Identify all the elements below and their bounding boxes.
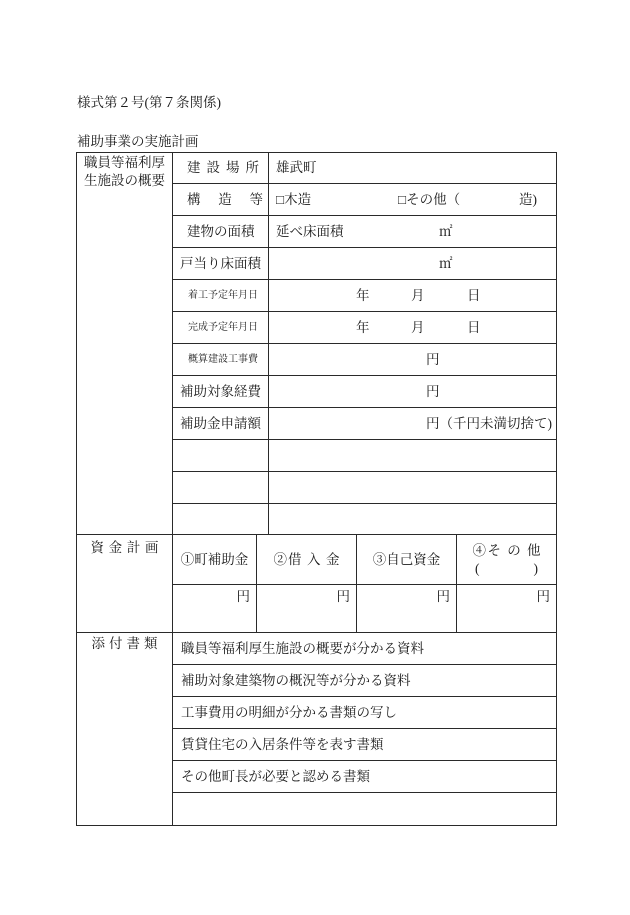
table-row — [77, 633, 557, 665]
funding-header-other-sub: ( ) — [475, 560, 538, 576]
site-value: 雄武町 — [276, 160, 317, 175]
attachment-item: その他町長が必要と認める書類 — [173, 761, 557, 793]
grant-request-value-cell — [269, 408, 557, 440]
funding-amount-own-funds: 円 — [357, 585, 457, 633]
funding-group-cell — [77, 535, 173, 633]
funding-header-cell — [257, 535, 357, 585]
completion-date-label-cell — [173, 312, 269, 344]
eligible-cost-value-cell — [269, 376, 557, 408]
completion-date-value-cell — [269, 312, 557, 344]
form-number: 様式第２号(第７条関係) — [77, 95, 221, 110]
structure-other-suffix: 造) — [519, 191, 537, 207]
start-date-label-cell — [173, 280, 269, 312]
est-cost-label: 概算建設工事費 — [188, 353, 258, 365]
funding-amount-loan: 円 — [257, 585, 357, 633]
site-label: 建 設 場 所 — [187, 160, 259, 175]
attachments-table — [76, 632, 557, 826]
funding-header-town-grant: ①町補助金 — [180, 551, 249, 567]
floor-area-value-label: 延べ床面積 — [276, 223, 344, 239]
completion-date-year: 年 — [356, 319, 370, 335]
structure-value-cell — [269, 184, 557, 216]
start-date-year: 年 — [356, 287, 370, 303]
attachment-item-empty — [173, 793, 557, 826]
start-date-label: 着工予定年月日 — [188, 289, 258, 301]
grant-request-unit: 円（千円未満切捨て) — [426, 415, 552, 431]
floor-area-value-cell — [269, 216, 557, 248]
site-value-cell — [269, 153, 557, 184]
attachments-label: 添 付 書 類 — [91, 636, 158, 651]
unit-area-label: 戸当り床面積 — [180, 255, 261, 271]
funding-table — [76, 534, 557, 633]
funding-header-own-funds: ③自己資金 — [372, 551, 441, 567]
structure-option-wood: □木造 — [276, 191, 312, 207]
est-cost-label-cell — [173, 344, 269, 376]
floor-area-unit: ㎡ — [439, 223, 453, 239]
start-date-month: 月 — [411, 287, 425, 303]
funding-amount-town-grant: 円 — [173, 585, 257, 633]
attachment-item: 職員等福利厚生施設の概要が分かる資料 — [173, 633, 557, 665]
empty-label-cell — [173, 504, 269, 535]
structure-label-cell — [173, 184, 269, 216]
funding-header-cell — [173, 535, 257, 585]
funding-header-loan: ②借 入 金 — [273, 551, 340, 567]
overview-table — [76, 152, 557, 535]
floor-area-label-cell — [173, 216, 269, 248]
unit-area-unit: ㎡ — [439, 255, 453, 271]
table-row — [77, 153, 557, 184]
attachment-item: 補助対象建築物の概況等が分かる資料 — [173, 665, 557, 697]
table-row — [77, 535, 557, 585]
empty-value-cell — [269, 440, 557, 472]
empty-value-cell — [269, 504, 557, 535]
attachments-group-cell — [77, 633, 173, 826]
floor-area-label: 建物の面積 — [187, 223, 255, 239]
section-title: 補助事業の実施計画 — [77, 134, 199, 149]
funding-amount-other: 円 — [457, 585, 557, 633]
est-cost-value-cell — [269, 344, 557, 376]
overview-group-label-line1: 職員等福利厚 — [84, 155, 165, 170]
start-date-value-cell — [269, 280, 557, 312]
completion-date-month: 月 — [411, 319, 425, 335]
eligible-cost-label: 補助対象経費 — [180, 383, 261, 399]
empty-label-cell — [173, 472, 269, 504]
grant-request-label: 補助金申請額 — [180, 415, 261, 431]
site-label-cell — [173, 153, 269, 184]
eligible-cost-unit: 円 — [426, 383, 440, 399]
empty-label-cell — [173, 440, 269, 472]
completion-date-day: 日 — [467, 319, 481, 335]
funding-header-cell — [457, 535, 557, 585]
structure-option-other: □その他（ — [398, 191, 461, 207]
funding-header-cell — [357, 535, 457, 585]
overview-group-cell — [77, 153, 173, 535]
est-cost-unit: 円 — [426, 351, 440, 367]
eligible-cost-label-cell — [173, 376, 269, 408]
overview-group-label-line2: 生施設の概要 — [84, 173, 165, 188]
unit-area-label-cell — [173, 248, 269, 280]
completion-date-label: 完成予定年月日 — [188, 321, 258, 333]
attachment-item: 賃貸住宅の入居条件等を表す書類 — [173, 729, 557, 761]
grant-request-label-cell — [173, 408, 269, 440]
structure-label: 構 造 等 — [187, 191, 263, 207]
funding-header-other: ④そ の 他 — [472, 542, 541, 558]
start-date-day: 日 — [467, 287, 481, 303]
unit-area-value-cell — [269, 248, 557, 280]
attachment-item: 工事費用の明細が分かる書類の写し — [173, 697, 557, 729]
empty-value-cell — [269, 472, 557, 504]
funding-label: 資 金 計 画 — [90, 540, 159, 555]
